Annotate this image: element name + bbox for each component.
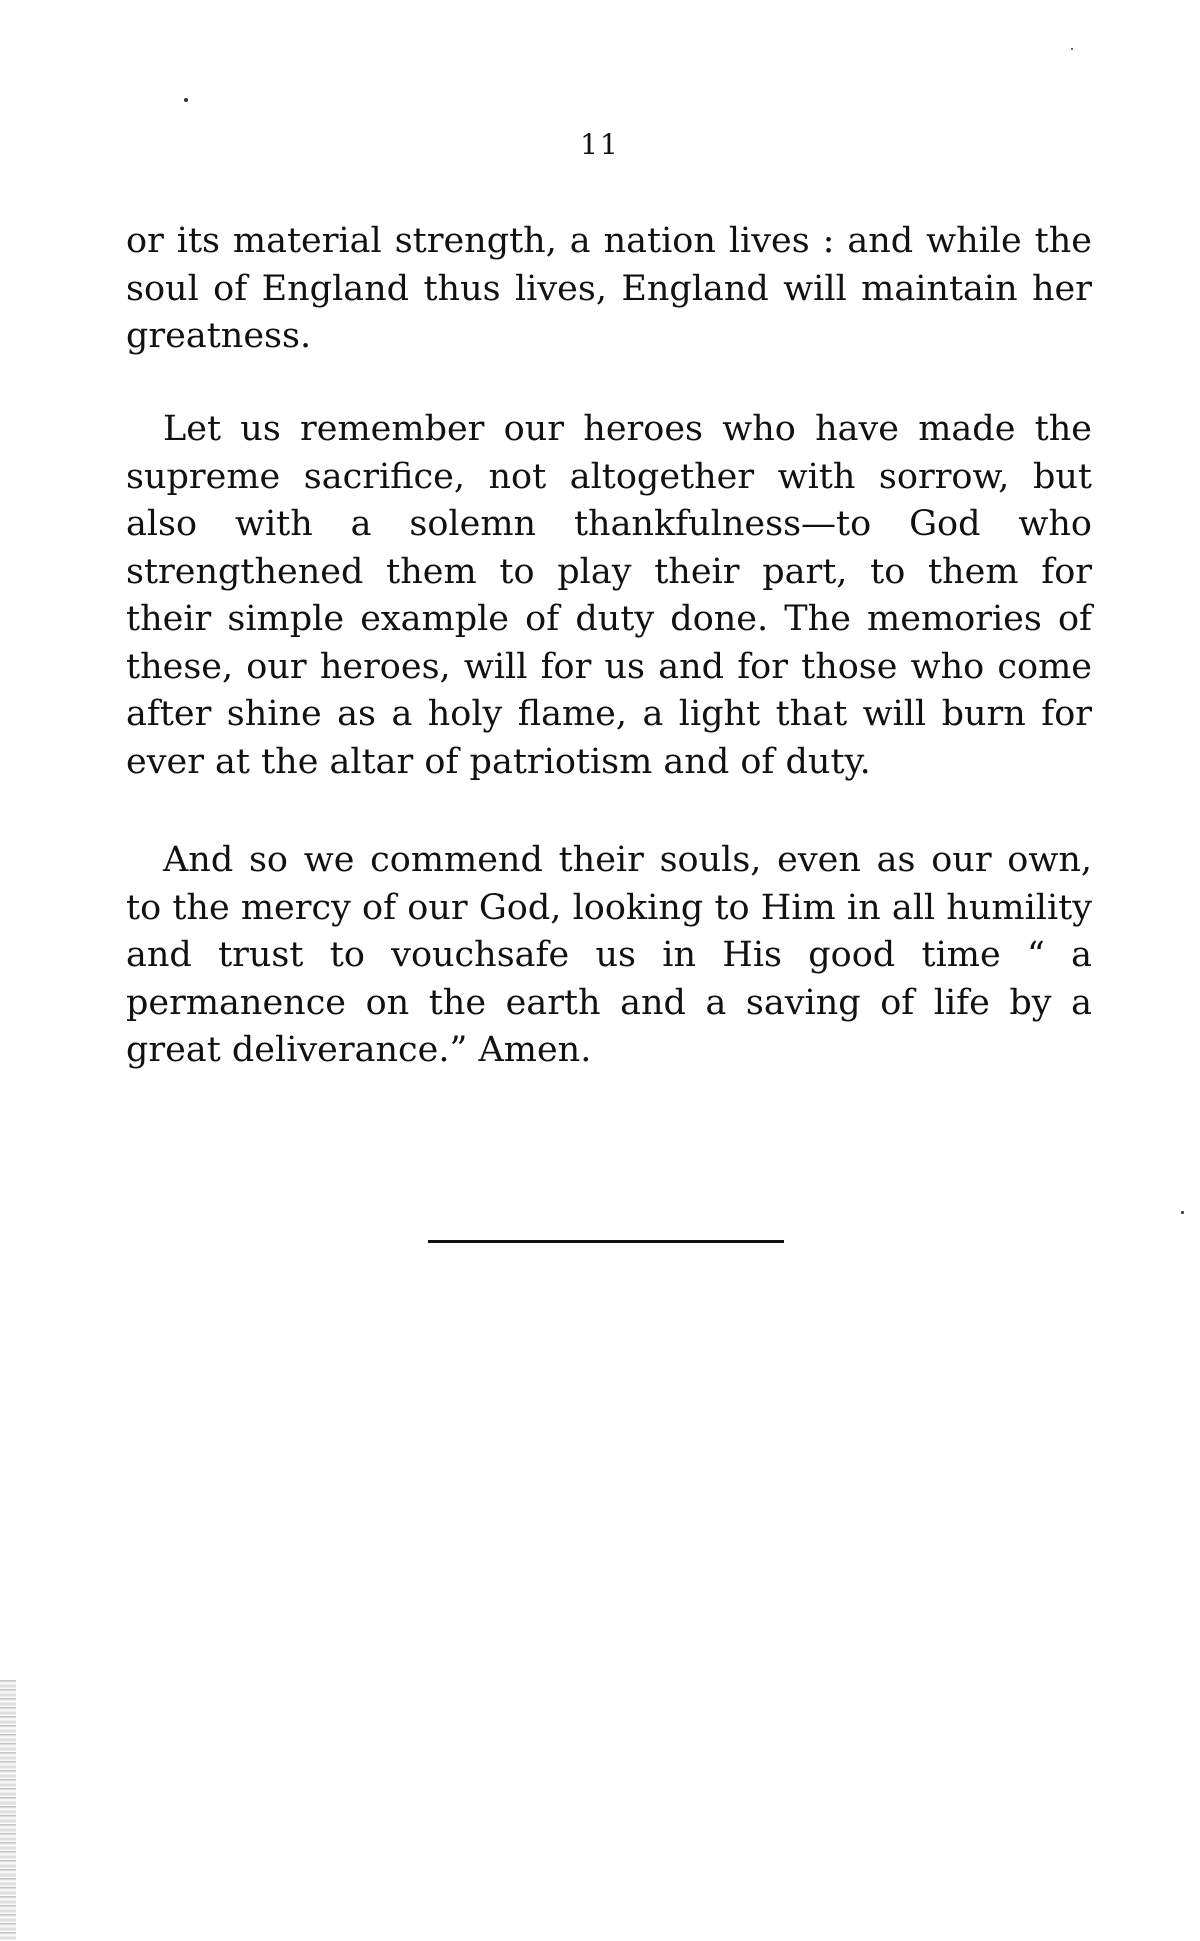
paragraph-continuation: or its material strength, a nation lives : and while the soul of England thus lives, England will maintain her greatness. xyxy=(126,221,1092,356)
page-speck xyxy=(1071,48,1073,50)
paragraph-prayer: And so we commend their souls, even as our own, to the mercy of our God, looking to Him in all humility and trust to vouchsafe us in His good time “ a permanence on the earth and a saving of life by a great deliverance.” Amen. xyxy=(126,840,1092,1070)
page-speck xyxy=(184,98,188,102)
page-speck xyxy=(1181,1211,1184,1214)
page-number: 11 xyxy=(580,128,620,161)
closing-rule xyxy=(428,1240,784,1243)
paragraph-heroes: Let us remember our heroes who have made the supreme sacrifice, not altogether with sorrow, but also with a solemn thankfulness—to God who strengthened them to play their part, to them for their simple example of duty done. The memories of these, our heroes, will for us and for those who come after shine as a holy flame, a light that will burn for ever at the altar of patriotism and of duty. xyxy=(126,409,1092,782)
scan-edge-mark xyxy=(0,1680,16,1940)
